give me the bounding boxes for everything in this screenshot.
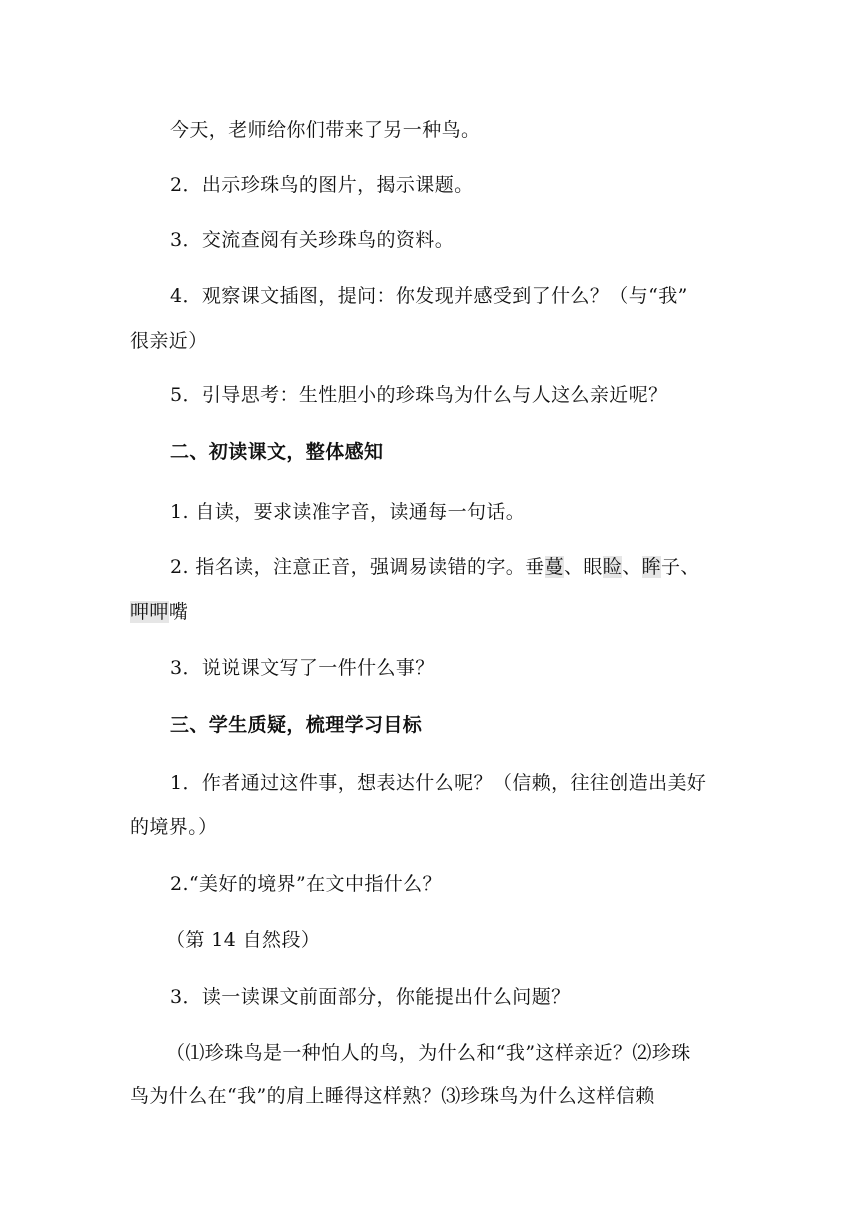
section3-questions-line1: （⑴珍珠鸟是一种怕人的鸟，为什么和“我”这样亲近？⑵珍珠 [166, 1042, 691, 1064]
section3-item-1-line1: 1．作者通过这件事，想表达什么呢？（信赖，往往创造出美好 [170, 772, 707, 794]
section3-item-2: 2.“美好的境界”在文中指什么？ [170, 873, 442, 895]
highlighted-char: 眸 [641, 556, 662, 578]
paragraph-intro: 今天，老师给你们带来了另一种鸟。 [170, 119, 481, 141]
text-span: 嘴 [168, 601, 189, 623]
text-span: 2. 指名读，注意正音，强调易读错的字。垂 [170, 556, 545, 578]
text-span: 、眼 [563, 556, 603, 578]
list-item-5: 5．引导思考：生性胆小的珍珠鸟为什么与人这么亲近呢？ [170, 384, 668, 406]
section3-item-2-note: （第 14 自然段） [166, 929, 321, 951]
section-heading-2: 二、初读课文，整体感知 [170, 441, 384, 463]
list-item-4-line1: 4．观察课文插图，提问：你发现并感受到了什么？（与“我” [170, 285, 688, 307]
text-span: 、 [622, 556, 642, 578]
section3-item-3: 3．读一读课文前面部分，你能提出什么问题？ [170, 986, 571, 1008]
highlighted-char: 蔓 [544, 556, 564, 578]
section2-item-1: 1. 自读，要求读准字音，读通每一句话。 [170, 501, 526, 523]
highlighted-char: 睑 [602, 556, 623, 578]
section2-item-3: 3．说说课文写了一件什么事？ [170, 657, 435, 679]
highlighted-char: 呷呷 [130, 601, 169, 623]
list-item-4-line2: 很亲近） [130, 330, 208, 352]
text-span: 子、 [661, 556, 700, 578]
section3-item-1-line2: 的境界。） [130, 816, 218, 838]
section-heading-3: 三、学生质疑，梳理学习目标 [170, 714, 423, 736]
section3-questions-line2: 鸟为什么在“我”的肩上睡得这样熟？⑶珍珠鸟为什么这样信赖 [130, 1085, 655, 1107]
section2-item-2-line2 [130, 600, 188, 624]
list-item-2: 2．出示珍珠鸟的图片，揭示课题。 [170, 174, 474, 196]
section2-item-2-line1 [170, 555, 700, 579]
list-item-3: 3．交流查阅有关珍珠鸟的资料。 [170, 229, 455, 251]
